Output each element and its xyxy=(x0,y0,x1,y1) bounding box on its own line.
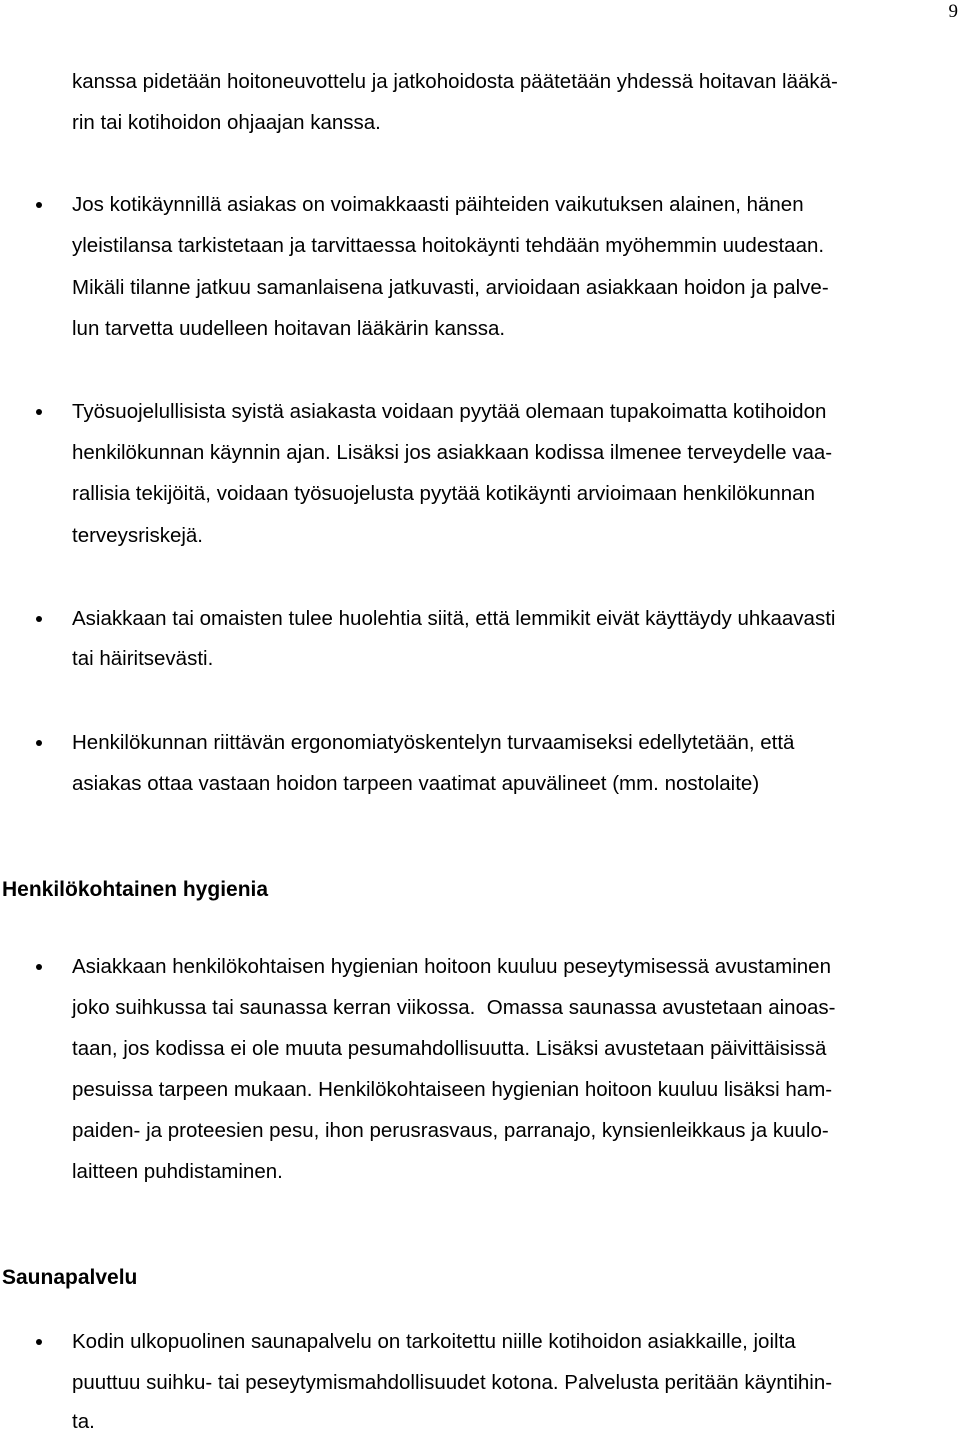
text-line: Asiakkaan tai omaisten tulee huolehtia siitä, että lemmikit eivät käyttäydy uhkaavasti xyxy=(72,607,836,630)
bullet-icon xyxy=(36,202,42,208)
text-line: taan, jos kodissa ei ole muuta pesumahdollisuutta. Lisäksi avustetaan päivittäisissä xyxy=(72,1037,827,1060)
text-line: yleistilansa tarkistetaan ja tarvittaessa hoitokäynti tehdään myöhemmin uudestaan. xyxy=(72,234,825,257)
section-heading: Henkilökohtainen hygienia xyxy=(2,878,269,901)
bullet-icon xyxy=(36,409,42,415)
text-line: Henkilökunnan riittävän ergonomiatyöskentelyn turvaamiseksi edellytetään, että xyxy=(72,731,795,754)
text-line: ta. xyxy=(72,1410,95,1433)
text-line: joko suihkussa tai saunassa kerran viikossa. Omassa saunassa avustetaan ainoas- xyxy=(72,996,836,1019)
text-line: laitteen puhdistaminen. xyxy=(72,1160,283,1183)
text-line: terveysriskejä. xyxy=(72,524,204,547)
text-line: kanssa pidetään hoitoneuvottelu ja jatkohoidosta päätetään yhdessä hoitavan lääkä- xyxy=(72,70,838,93)
bullet-icon xyxy=(36,616,42,622)
text-line: pesuissa tarpeen mukaan. Henkilökohtaiseen hygienian hoitoon kuuluu lisäksi ham- xyxy=(72,1078,833,1101)
text-line: rin tai kotihoidon ohjaajan kanssa. xyxy=(72,111,381,134)
page-number: 9 xyxy=(948,1,958,22)
text-line: rallisia tekijöitä, voidaan työsuojelusta pyytää kotikäynti arvioimaan henkilökunnan xyxy=(72,482,815,505)
bullet-icon xyxy=(36,964,42,970)
bullet-icon xyxy=(36,740,42,746)
text-line: lun tarvetta uudelleen hoitavan lääkärin kanssa. xyxy=(72,317,506,340)
text-line: henkilökunnan käynnin ajan. Lisäksi jos asiakkaan kodissa ilmenee terveydelle vaa- xyxy=(72,441,833,464)
text-line: puuttuu suihku- tai peseytymismahdollisuudet kotona. Palvelusta peritään käyntihin- xyxy=(72,1371,833,1394)
text-line: asiakas ottaa vastaan hoidon tarpeen vaatimat apuvälineet (mm. nostolaite) xyxy=(72,772,760,795)
bullet-icon xyxy=(36,1339,42,1345)
text-line: Asiakkaan henkilökohtaisen hygienian hoitoon kuuluu peseytymisessä avustaminen xyxy=(72,955,831,978)
text-line: paiden- ja proteesien pesu, ihon perusrasvaus, parranajo, kynsienleikkaus ja kuulo- xyxy=(72,1119,829,1142)
text-line: Kodin ulkopuolinen saunapalvelu on tarkoitettu niille kotihoidon asiakkaille, joilta xyxy=(72,1330,796,1353)
text-line: Jos kotikäynnillä asiakas on voimakkaasti päihteiden vaikutuksen alainen, hänen xyxy=(72,193,804,216)
section-heading: Saunapalvelu xyxy=(2,1266,138,1289)
text-line: Mikäli tilanne jatkuu samanlaisena jatkuvasti, arvioidaan asiakkaan hoidon ja palve- xyxy=(72,276,829,299)
text-line: tai häiritsevästi. xyxy=(72,647,214,670)
text-line: Työsuojelullisista syistä asiakasta voidaan pyytää olemaan tupakoimatta kotihoidon xyxy=(72,400,827,423)
